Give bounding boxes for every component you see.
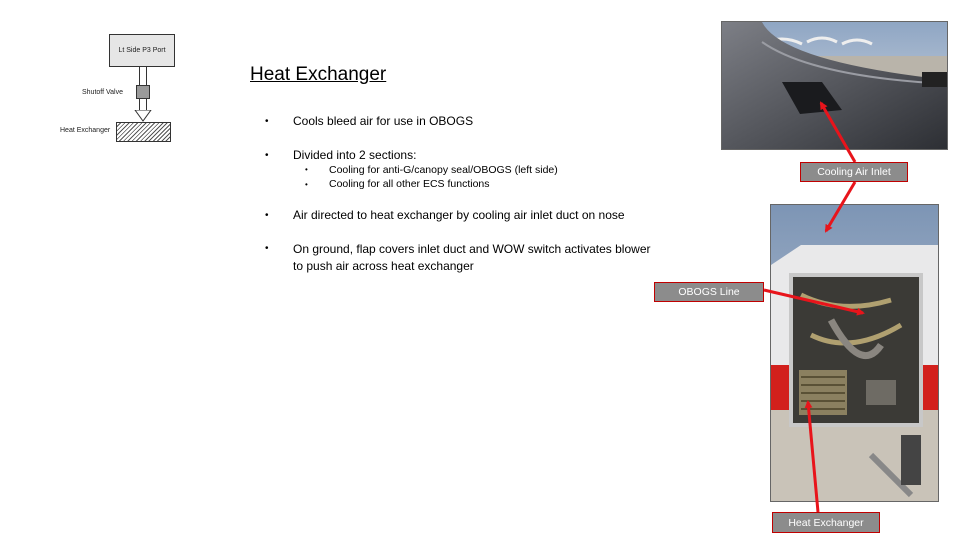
arrow-to-obogs-line (764, 290, 863, 313)
heat-exchanger-label: Heat Exchanger (60, 127, 111, 134)
bullet-marker: • (265, 150, 269, 161)
bullet-marker: • (265, 243, 269, 254)
shutoff-valve-label: Shutoff Valve (82, 89, 123, 96)
arrow-to-inlet-duct (826, 182, 855, 231)
arrow-to-inlet (821, 103, 855, 162)
cooling-air-inlet-label (800, 162, 908, 182)
subbullet-marker: • (305, 165, 308, 174)
heat-exchanger-callout (772, 512, 880, 533)
arrow-to-heat-exchanger (808, 402, 818, 512)
obogs-line-label (654, 282, 764, 302)
bullet-marker: • (265, 210, 269, 221)
bullet-1: Cools bleed air for use in OBOGS (293, 114, 474, 128)
cooling-air-inlet-text: Cooling Air Inlet (817, 166, 891, 178)
obogs-line-text: OBOGS Line (678, 286, 740, 298)
bullet-3: Air directed to heat exchanger by cooling air inlet duct on nose (293, 208, 625, 222)
heat-exchanger-callout-text: Heat Exchanger (788, 516, 864, 529)
p3-port-label: Lt Side P3 Port (118, 47, 166, 54)
subbullet-2: Cooling for all other ECS functions (329, 178, 490, 190)
bullet-4: On ground, flap covers inlet duct and WOW switch activates blower to push air across heat exchanger (293, 242, 651, 273)
bullet-marker: • (265, 116, 269, 127)
slide-title: Heat Exchanger (250, 64, 387, 85)
subbullet-marker: • (305, 180, 308, 189)
subbullet-1: Cooling for anti-G/canopy seal/OBOGS (left side) (329, 164, 558, 176)
bullet-2: Divided into 2 sections: (293, 148, 417, 162)
